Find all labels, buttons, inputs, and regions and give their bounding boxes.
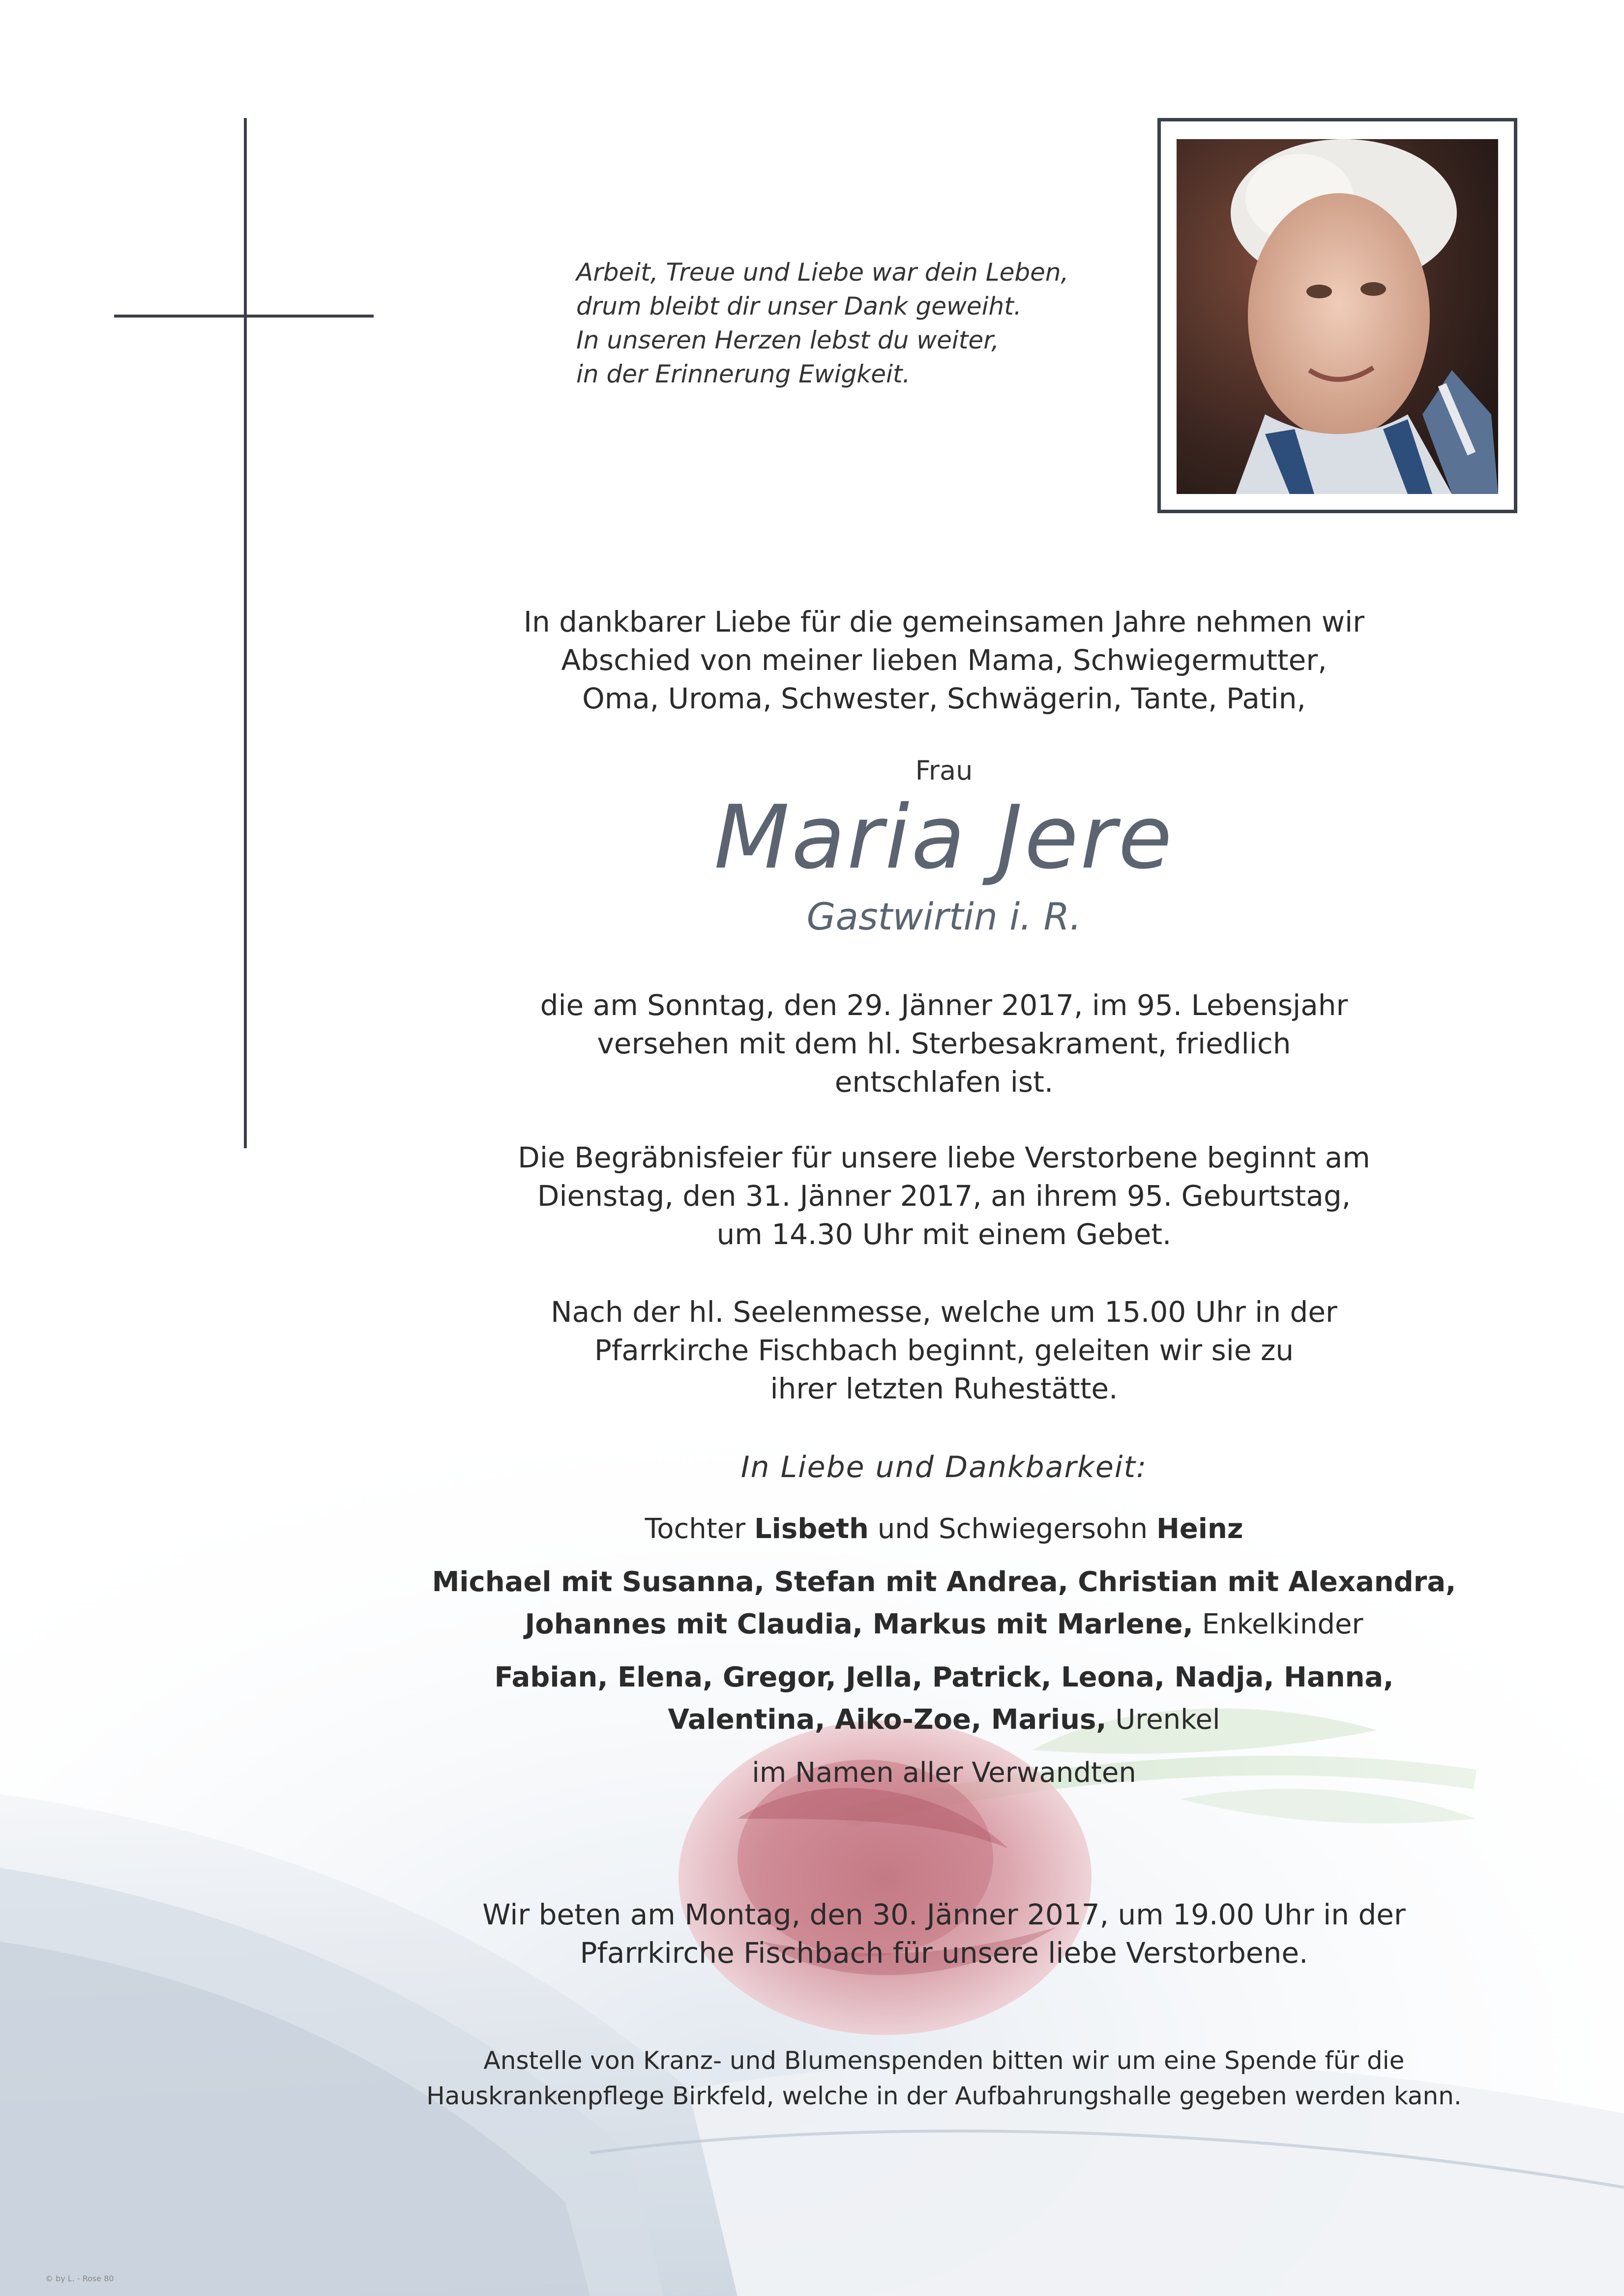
grandchildren-line-2: [344, 1603, 1544, 1646]
donation-paragraph: [275, 2043, 1613, 2114]
death-notice-line: versehen mit dem hl. Sterbesakrament, friedlich: [597, 1027, 1291, 1060]
poem-line: in der Erinnerung Ewigkeit.: [576, 360, 911, 388]
grandchildren-label: Enkelkinder: [1193, 1608, 1363, 1640]
portrait-frame: [1157, 118, 1517, 513]
mass-paragraph: [344, 1293, 1544, 1408]
mass-line: Pfarrkirche Fischbach beginnt, geleiten wir sie zu: [594, 1334, 1294, 1367]
son-in-law-prefix: und Schwiegersohn: [868, 1513, 1156, 1545]
death-notice-paragraph: [344, 986, 1544, 1101]
poem-line: drum bleibt dir unser Dank geweiht.: [576, 292, 1022, 320]
grandchildren-names: Johannes mit Claudia, Markus mit Marlene,: [525, 1608, 1193, 1640]
intro-line: Abschied von meiner lieben Mama, Schwiegermutter,: [561, 643, 1327, 677]
occupation: Gastwirtin i. R.: [806, 895, 1082, 938]
great-grandchildren-line: Fabian, Elena, Gregor, Jella, Patrick, Leona, Nadja, Hanna,: [494, 1661, 1394, 1693]
memorial-poem: [576, 256, 1156, 391]
prayer-paragraph: [344, 1895, 1544, 1972]
deceased-name: Maria Jere: [714, 786, 1174, 888]
footer-credit: © by L. - Rose 80: [45, 2274, 114, 2283]
great-grandchildren-names: Valentina, Aiko-Zoe, Marius,: [668, 1704, 1107, 1736]
intro-paragraph: [344, 603, 1544, 718]
grandchildren-line: Michael mit Susanna, Stefan mit Andrea, Christian mit Alexandra,: [432, 1566, 1456, 1598]
cross-horizontal-bar: [114, 315, 374, 318]
funeral-paragraph: [344, 1138, 1544, 1253]
thanks-line: In Liebe und Dankbarkeit:: [740, 1450, 1148, 1484]
daughter-line: [344, 1508, 1544, 1550]
relatives-line: im Namen aller Verwandten: [752, 1757, 1136, 1789]
funeral-line: Die Begräbnisfeier für unsere liebe Verstorbene beginnt am: [518, 1141, 1370, 1174]
intro-line: In dankbarer Liebe für die gemeinsamen Jahre nehmen wir: [523, 605, 1365, 639]
cross-vertical-bar: [244, 118, 247, 1148]
son-in-law-name: Heinz: [1156, 1513, 1243, 1545]
family-list: [344, 1508, 1544, 1794]
funeral-line: um 14.30 Uhr mit einem Gebet.: [716, 1218, 1172, 1251]
portrait-photo: [1177, 139, 1498, 494]
intro-line: Oma, Uroma, Schwester, Schwägerin, Tante, Patin,: [582, 682, 1306, 715]
death-notice-line: die am Sonntag, den 29. Jänner 2017, im 95. Lebensjahr: [540, 988, 1348, 1022]
mass-line: ihrer letzten Ruhestätte.: [770, 1372, 1118, 1405]
death-notice-line: entschlafen ist.: [834, 1065, 1054, 1099]
prayer-line: Wir beten am Montag, den 30. Jänner 2017, um 19.00 Uhr in der: [482, 1898, 1406, 1931]
mass-line: Nach der hl. Seelenmesse, welche um 15.00 Uhr in der: [551, 1295, 1337, 1329]
daughter-name: Lisbeth: [754, 1513, 869, 1545]
donation-line: Anstelle von Kranz- und Blumenspenden bitten wir um eine Spende für die: [483, 2046, 1405, 2075]
daughter-prefix: Tochter: [645, 1513, 754, 1545]
funeral-line: Dienstag, den 31. Jänner 2017, an ihrem 95. Geburtstag,: [537, 1179, 1351, 1213]
prayer-line: Pfarrkirche Fischbach für unsere liebe Verstorbene.: [580, 1936, 1308, 1970]
great-grandchildren-label: Urenkel: [1106, 1704, 1220, 1736]
donation-line: Hauskrankenpflege Birkfeld, welche in der Aufbahrungshalle gegeben werden kann.: [426, 2082, 1462, 2110]
poem-line: In unseren Herzen lebst du weiter,: [576, 326, 999, 354]
poem-line: Arbeit, Treue und Liebe war dein Leben,: [576, 258, 1069, 287]
salutation: Frau: [915, 755, 973, 786]
great-grandchildren-line-2: [344, 1699, 1544, 1741]
